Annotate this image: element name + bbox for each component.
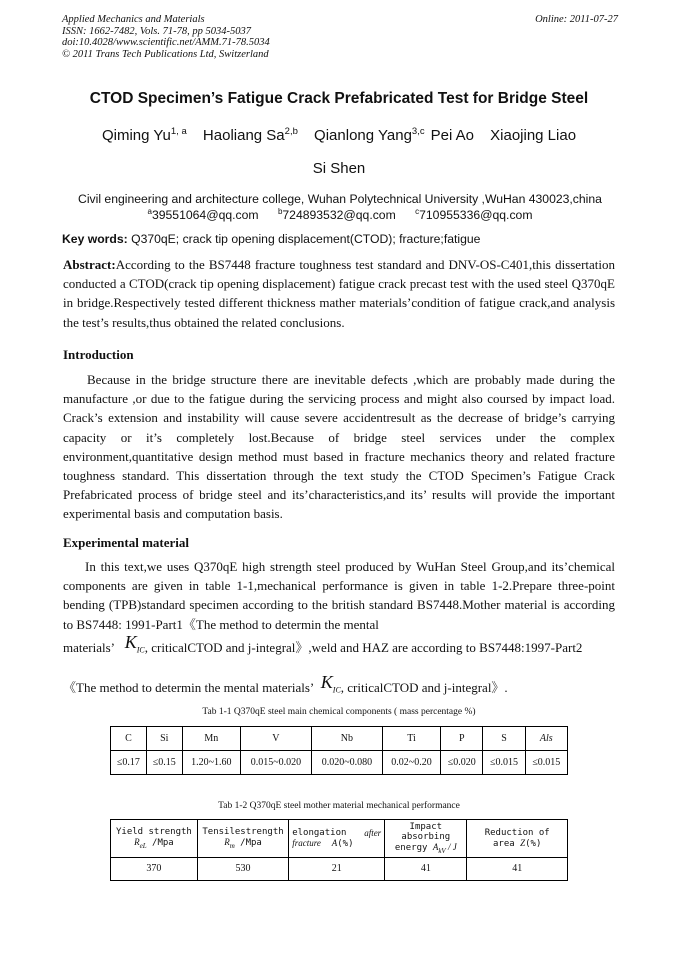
table-cell: 41 — [385, 857, 467, 880]
kic-symbol: $K_{IC}$ — [124, 632, 145, 655]
table-header-cell: Yield strength $R_{eL}$ /Mpa — [111, 820, 198, 858]
table-cell: 41 — [467, 857, 568, 880]
table-cell: 0.015~0.020 — [240, 751, 311, 775]
table-header-cell: elongation after fracture A(%) — [289, 820, 385, 858]
table-cell: 0.02~0.20 — [382, 751, 440, 775]
table-header-cell: S — [483, 727, 525, 751]
author: Qiming Yu$^{1, a}$ — [101, 126, 187, 144]
table-header-cell: Ti — [382, 727, 440, 751]
journal-name: Applied Mechanics and Materials — [62, 14, 205, 25]
abstract — [63, 255, 615, 332]
table-cell: 21 — [289, 857, 385, 880]
journal-header — [62, 14, 618, 60]
author-list-line2 — [0, 160, 678, 177]
author: Qianlong Yang$^{3,c}$ — [314, 126, 425, 144]
email[interactable]: $^c$710955336@qq.com — [415, 207, 533, 223]
keywords — [62, 232, 618, 246]
keywords-label: Key words: — [62, 232, 128, 246]
email[interactable]: $^b$724893532@qq.com — [277, 207, 396, 223]
experimental-text-line: materials’ $K_{IC}$, criticalCTOD and j-integral》,weld and HAZ are according to BS7448:1997-Part2 — [63, 632, 583, 655]
author: Pei Ao — [430, 127, 474, 144]
author: Xiaojing Liao — [490, 127, 577, 144]
table-cell: ≤0.015 — [525, 751, 567, 775]
table-header-cell: Mn — [182, 727, 240, 751]
table-cell: ≤0.15 — [146, 751, 182, 775]
table-header-cell: Reduction of area Z(%) — [467, 820, 568, 858]
author: Si Shen — [312, 160, 366, 177]
table-cell: 530 — [197, 857, 288, 880]
table-cell: ≤0.020 — [441, 751, 483, 775]
abstract-label: Abstract: — [63, 257, 116, 272]
paper-title: CTOD Specimen’s Fatigue Crack Prefabricated Test for Bridge Steel — [89, 90, 589, 107]
table-header-cell: Si — [146, 727, 182, 751]
table-header-cell: Nb — [311, 727, 382, 751]
table-caption: Tab 1-2 Q370qE steel mother material mechanical performance — [218, 801, 460, 811]
copyright: © 2011 Trans Tech Publications Ltd, Switzerland — [62, 48, 269, 60]
email-list — [62, 207, 618, 222]
author: Haoliang Sa$^{2,b}$ — [202, 126, 298, 144]
doi-link[interactable]: doi:10.4028/www.scientific.net/AMM.71-78.5034 — [62, 37, 270, 49]
table-cell: 370 — [111, 857, 198, 880]
mechanical-performance-table — [110, 819, 568, 881]
table-header-cell: Als — [525, 727, 567, 751]
email[interactable]: $^a$39551064@qq.com — [147, 207, 259, 223]
experimental-text: In this text,we uses Q370qE high strength steel produced by WuHan Steel Group,and its’chemical components are given in table 1-1,mechanical performance is given in table 1-2.Prepare three-point bending (TPB)standard specimen according to the british standard BS7448.Mother material is according to BS7448: 1991-Part1《The method to determin the mental — [63, 559, 615, 632]
table-caption: Tab 1-1 Q370qE steel main chemical components ( mass percentage %) — [202, 707, 476, 717]
section-heading-experimental: Experimental material — [63, 535, 189, 550]
table-row — [111, 751, 568, 775]
author-list — [0, 126, 678, 144]
affiliation: Civil engineering and architecture college, Wuhan Polytechnical University ,WuHan 430023,china — [78, 192, 602, 206]
chemical-components-table — [110, 726, 568, 775]
table-cell: 0.020~0.080 — [311, 751, 382, 775]
issn: ISSN: 1662-7482, Vols. 71-78, pp 5034-5037 — [62, 25, 251, 37]
table-cell: ≤0.015 — [483, 751, 525, 775]
online-date: Online: 2011-07-27 — [535, 14, 618, 25]
table-header-cell: V — [240, 727, 311, 751]
table-row — [111, 857, 568, 880]
table-header-cell: Tensilestrength $R_m$ /Mpa — [197, 820, 288, 858]
section-heading-introduction: Introduction — [63, 347, 134, 362]
experimental-text-line: 《The method to determin the mental materials’ $K_{IC}$, criticalCTOD and j-integral》. — [63, 672, 508, 695]
table-header-cell: C — [111, 727, 147, 751]
abstract-text: According to the BS7448 fracture toughness test standard and DNV-OS-C401,this dissertation conducted a CTOD(crack tip opening displacement) fatigue crack precast test with the used steel Q370qE in bridge.Respectively tested different thickness mather materials’condition of fatigue crack,and analysis the test’s results,thus obtained the related conclusions. — [63, 257, 615, 330]
table-header-cell: P — [441, 727, 483, 751]
introduction-text: Because in the bridge structure there are inevitable defects ,which are probably made during the manufacture ,or due to the fatigue during the servicing process and might also coursed by impact load. Crack’s extension and instability will cause severe accidentresult as the decrease of bridge’s carrying capacity or it’s completely lost.Because of bridge steel services under the complex environment,quantitative design method must based in fracture mechanics theory and related fracture toughness standard. This dissertation through the text study the CTOD Specimen’s Fatigue Crack Prefabricated process of bridge steel and its’characteristics,and its’ results will provide the important experimental basis and computation basis. — [63, 372, 615, 522]
keywords-text: Q370qE; crack tip opening displacement(CTOD); fracture;fatigue — [127, 232, 481, 246]
kic-symbol: $K_{IC}$ — [320, 672, 341, 695]
table-header-row — [111, 820, 568, 858]
table-header-row — [111, 727, 568, 751]
table-cell: 1.20~1.60 — [182, 751, 240, 775]
table-cell: ≤0.17 — [111, 751, 147, 775]
table-header-cell: Impact absorbing energy $A_{kV}$ / J — [385, 820, 467, 858]
